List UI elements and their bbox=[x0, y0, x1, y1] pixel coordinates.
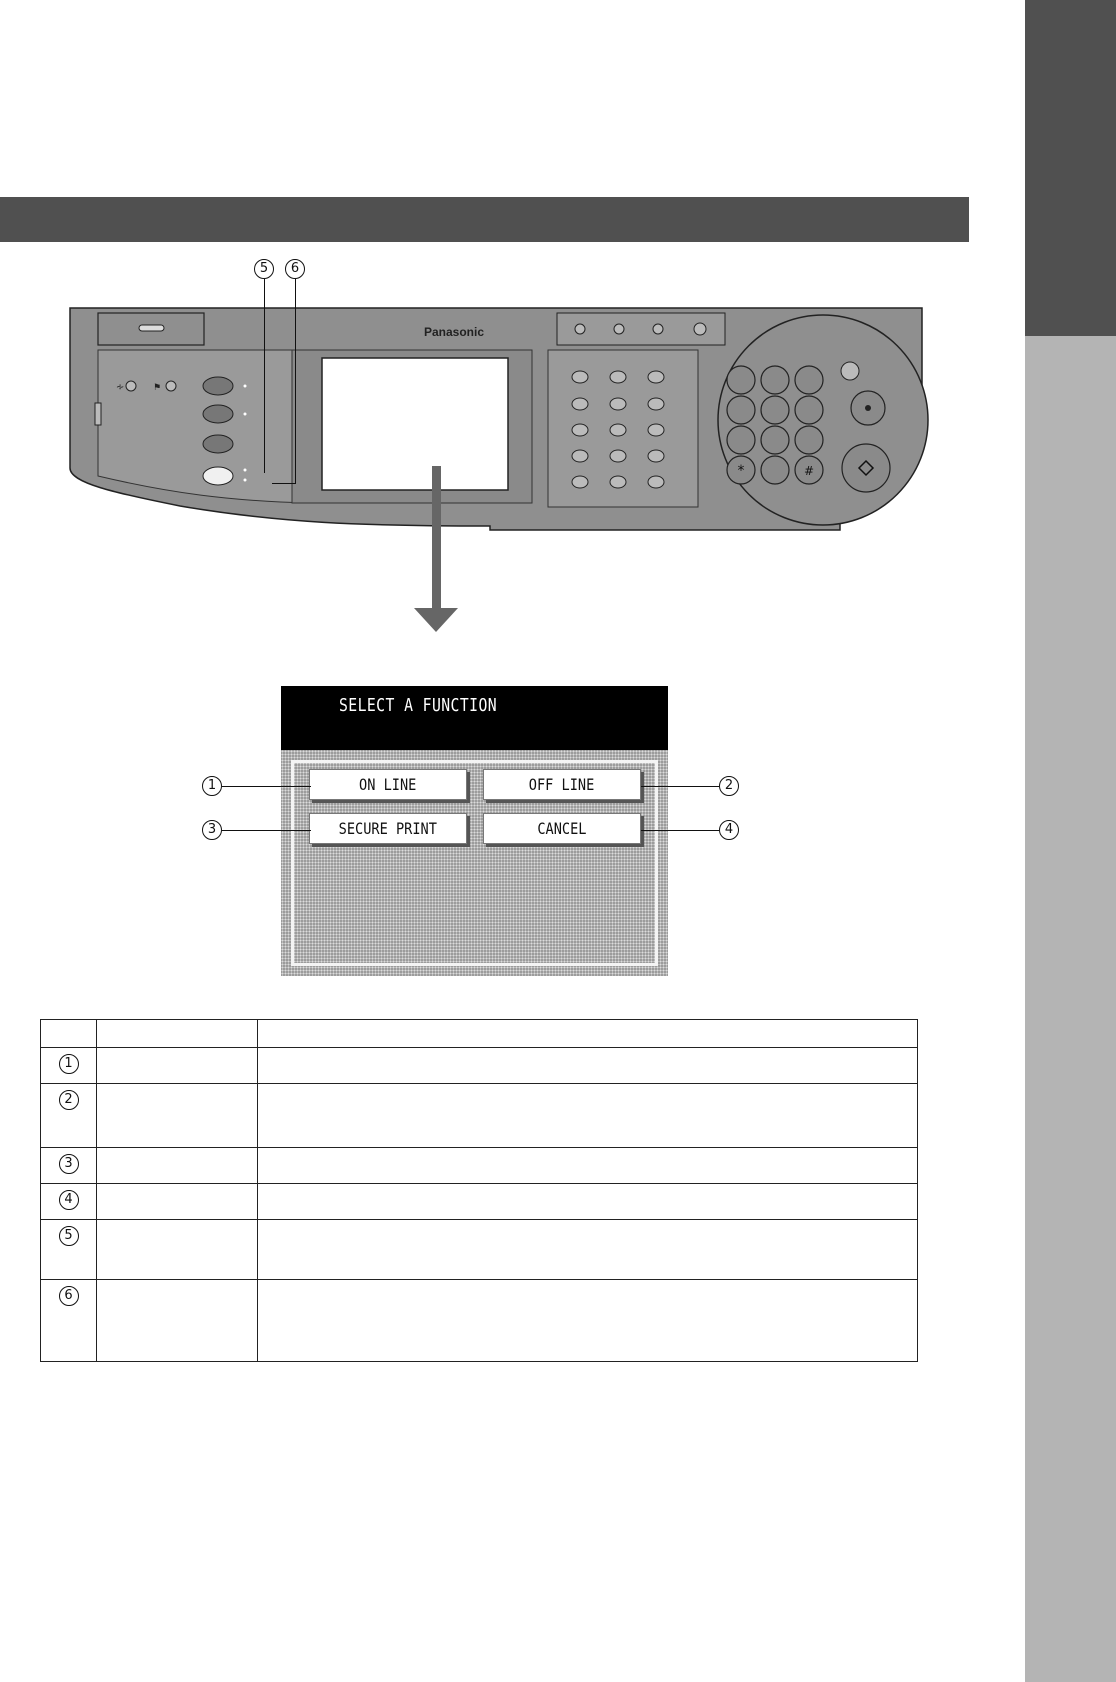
table-row bbox=[41, 1280, 918, 1362]
table-header-cell bbox=[258, 1020, 918, 1048]
lcd-title: SELECT A FUNCTION bbox=[339, 695, 498, 716]
cancel-button[interactable]: CANCEL bbox=[483, 813, 641, 844]
svg-text:⚑: ⚑ bbox=[153, 383, 162, 393]
callout-3: 3 bbox=[202, 820, 222, 840]
callout-2: 2 bbox=[719, 776, 739, 796]
leader-line-6-tail bbox=[272, 483, 296, 484]
table-row bbox=[41, 1148, 918, 1184]
svg-text:*: * bbox=[737, 463, 745, 479]
table-row bbox=[41, 1084, 918, 1148]
arrow-down-icon bbox=[412, 466, 460, 634]
leader-line-1 bbox=[222, 786, 311, 787]
callout-5: 5 bbox=[254, 259, 274, 279]
svg-text:∻: ∻ bbox=[116, 382, 125, 393]
secure-print-button[interactable]: SECURE PRINT bbox=[309, 813, 467, 844]
brand-logo: Panasonic bbox=[423, 325, 485, 339]
function-table bbox=[40, 1019, 918, 1362]
chapter-tab-active bbox=[1025, 0, 1116, 336]
callout-1: 1 bbox=[202, 776, 222, 796]
row-number: 2 bbox=[59, 1090, 79, 1110]
leader-line-5 bbox=[264, 279, 265, 473]
off-line-button[interactable]: OFF LINE bbox=[483, 769, 641, 800]
callout-6: 6 bbox=[285, 259, 305, 279]
section-header-bar bbox=[0, 197, 969, 242]
leader-line-3 bbox=[222, 830, 311, 831]
on-line-button[interactable]: ON LINE bbox=[309, 769, 467, 800]
lcd-title-bar bbox=[281, 686, 668, 750]
table-row bbox=[41, 1220, 918, 1280]
leader-line-2 bbox=[641, 786, 719, 787]
row-number: 4 bbox=[59, 1190, 79, 1210]
table-row bbox=[41, 1048, 918, 1084]
chapter-tab-inactive bbox=[1025, 336, 1116, 1682]
svg-text:#: # bbox=[803, 464, 815, 478]
leader-line-4 bbox=[641, 830, 719, 831]
table-header-cell bbox=[41, 1020, 97, 1048]
table-header-row bbox=[41, 1020, 918, 1048]
row-number: 1 bbox=[59, 1054, 79, 1074]
row-number: 6 bbox=[59, 1286, 79, 1306]
table-row bbox=[41, 1184, 918, 1220]
lcd-screen bbox=[281, 686, 668, 976]
control-panel-illustration bbox=[60, 298, 940, 540]
table-header-cell bbox=[97, 1020, 258, 1048]
callout-4: 4 bbox=[719, 820, 739, 840]
row-number: 3 bbox=[59, 1154, 79, 1174]
row-number: 5 bbox=[59, 1226, 79, 1246]
leader-line-6 bbox=[295, 279, 296, 484]
lcd-body bbox=[281, 750, 668, 976]
